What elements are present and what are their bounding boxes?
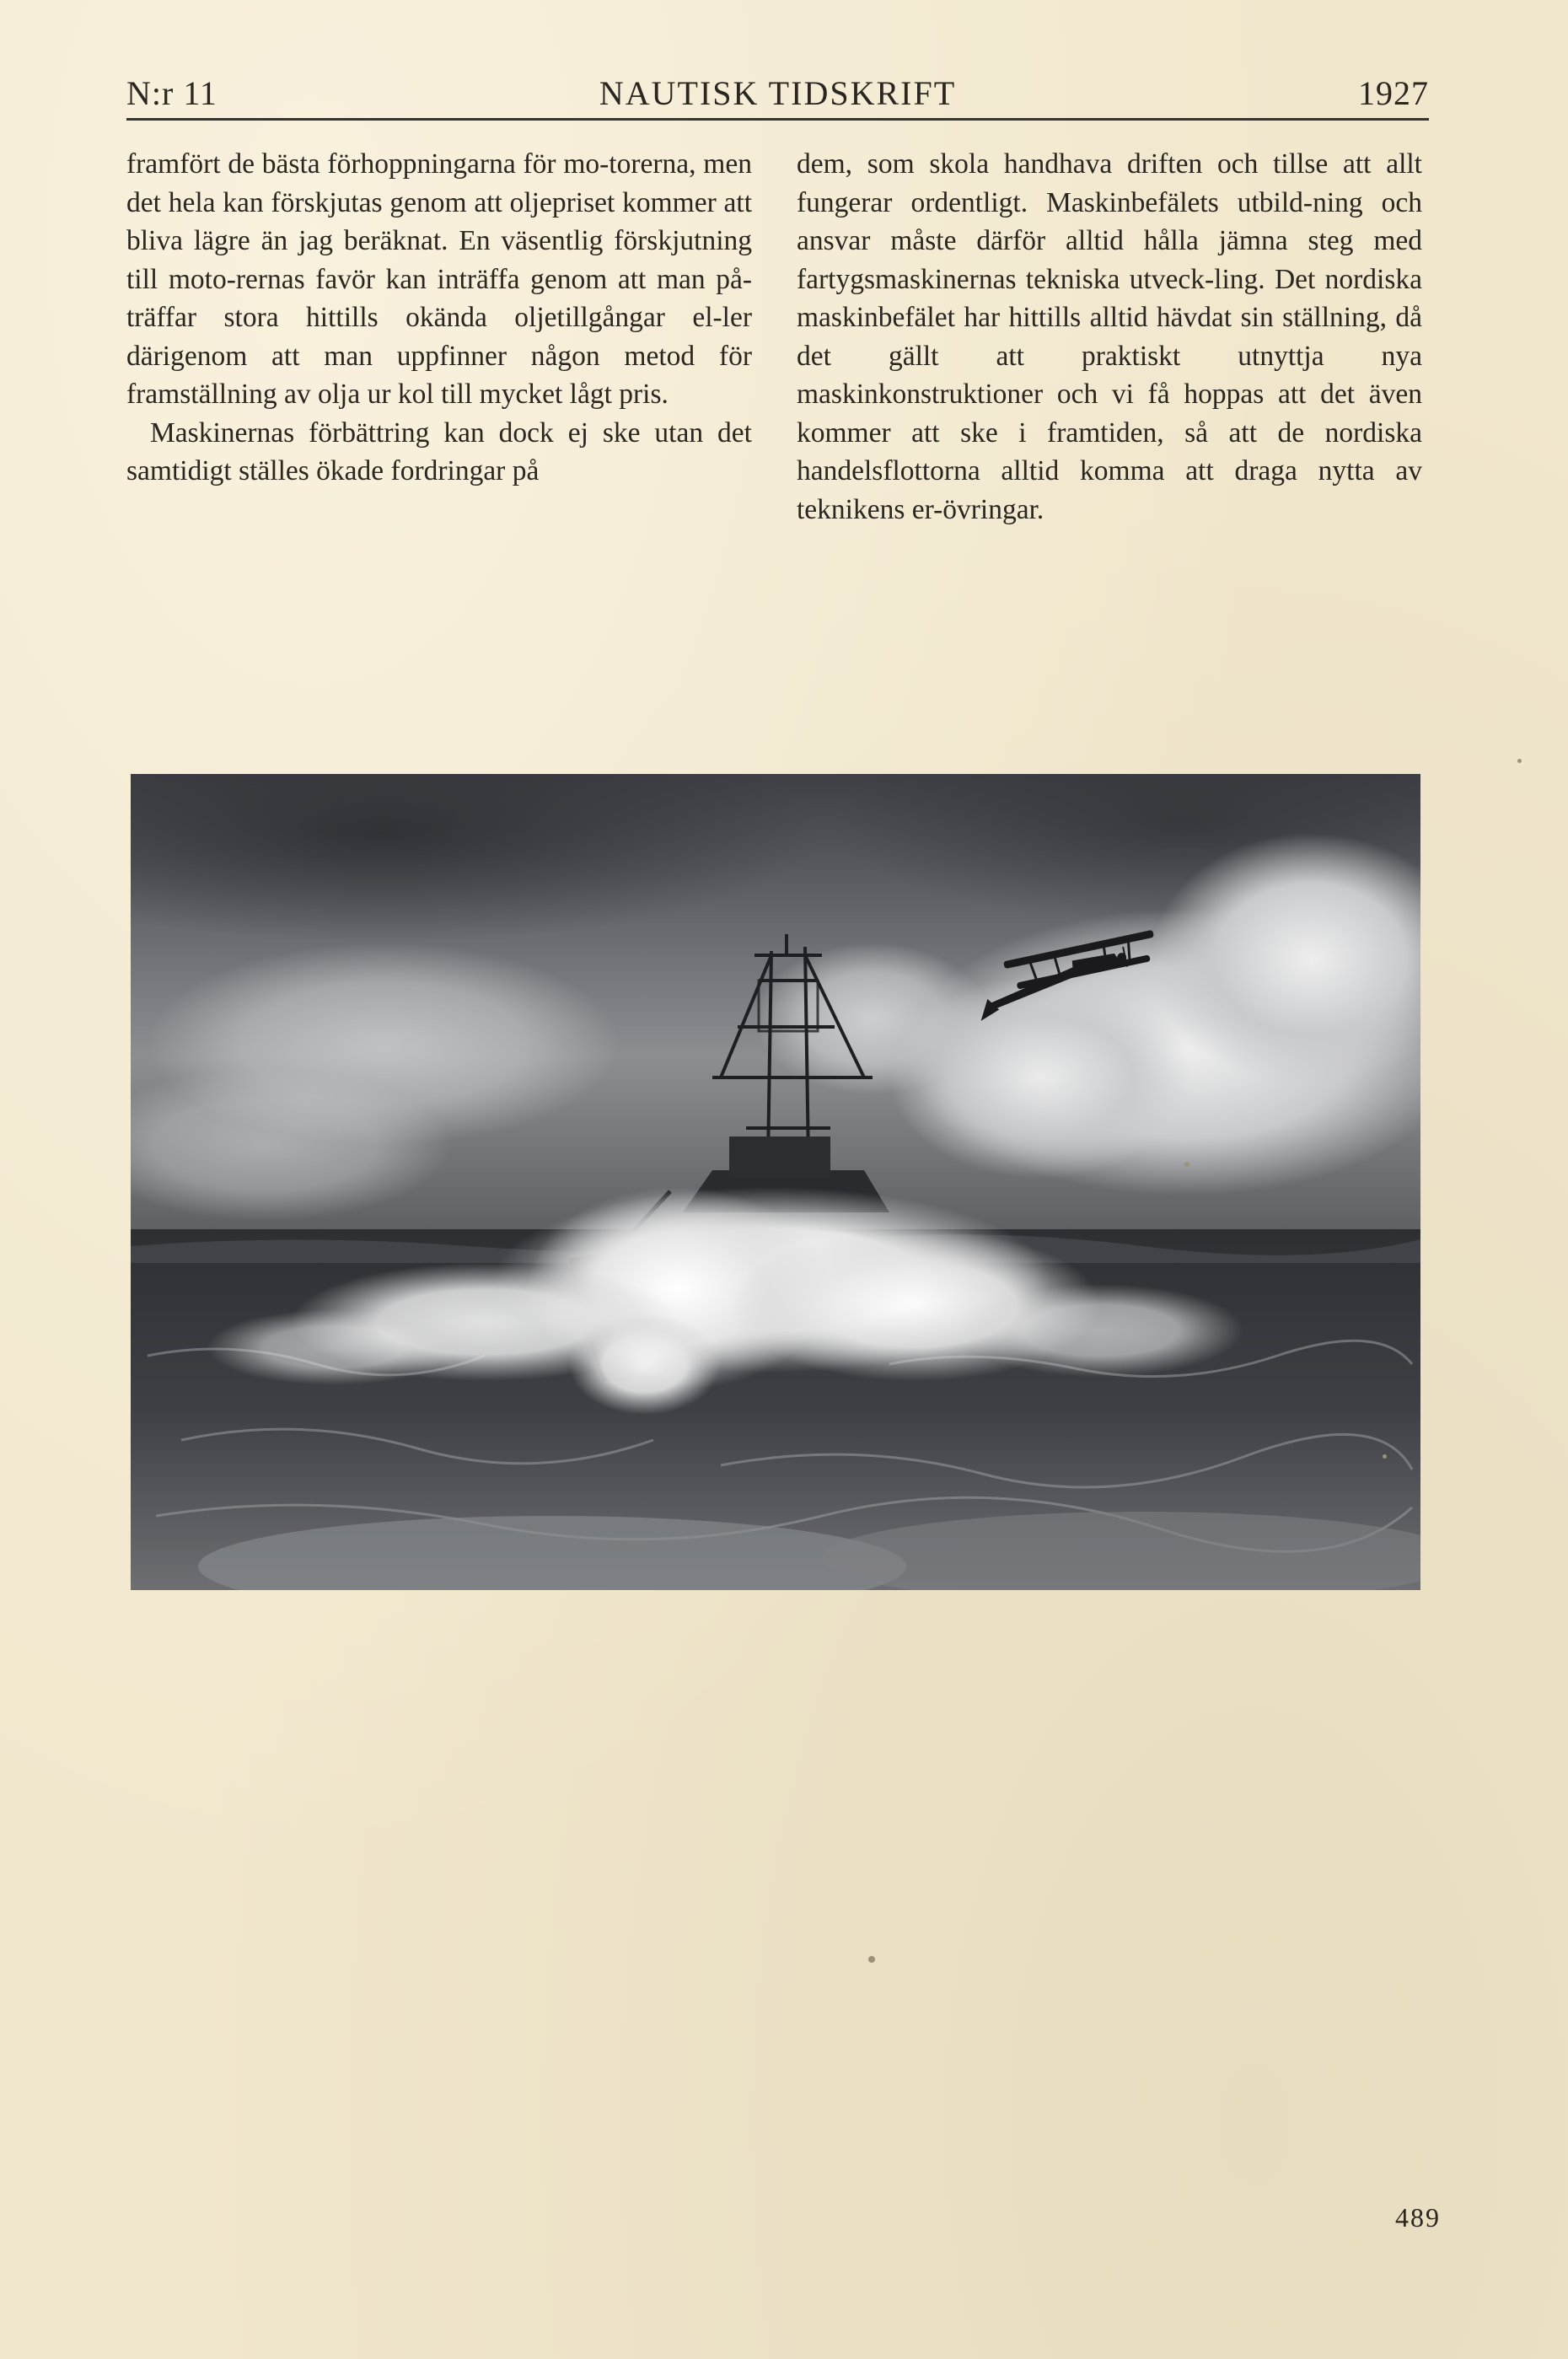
right-text-column — [797, 145, 1422, 529]
paper-speck — [1184, 1162, 1189, 1167]
paper-speck — [1383, 1454, 1387, 1459]
left-paragraph-2: Maskinernas förbättring kan dock ej ske utan det samtidigt ställes ökade fordringar på — [126, 416, 752, 486]
ship-in-storm-photo — [131, 774, 1420, 1590]
photo-illustration — [131, 774, 1420, 1590]
page-number: 489 — [1395, 2202, 1441, 2233]
paper-speck — [1517, 759, 1522, 763]
paper-speck — [868, 1956, 875, 1963]
running-header — [126, 66, 1429, 121]
year: 1927 — [1358, 74, 1429, 112]
right-paragraph-1: dem, som skola handhava driften och tillse att allt fungerar ordentligt. Maskinbefälets utbild-ning och ansvar måste därför alltid hålla jämna steg med fartygsmaskinernas tekniska utveck-ling. Det nordiska maskinbefälet har hittills alltid hävdat sin ställning, då det gällt att praktiskt utnyttja nya maskinkonstruktioner och vi få hoppas att det även kommer att ske i framtiden, så att de nordiska handelsflottorna alltid komma att draga nytta av teknikens er-övringar. — [797, 148, 1422, 525]
left-text-column — [126, 145, 752, 491]
issue-number: N:r 11 — [126, 74, 217, 112]
journal-title: NAUTISK TIDSKRIFT — [599, 74, 957, 112]
left-paragraph-1: framfört de bästa förhoppningarna för mo-torerna, men det hela kan förskjutas genom att oljepriset kommer att bliva lägre än jag beräknat. En väsentlig förskjutning till moto-rernas favör kan inträffa genom att man på-träffar stora hittills okända oljetillgångar el-ler därigenom att man uppfinner någon metod för framställning av olja ur kol till mycket lågt pris. — [126, 148, 752, 410]
